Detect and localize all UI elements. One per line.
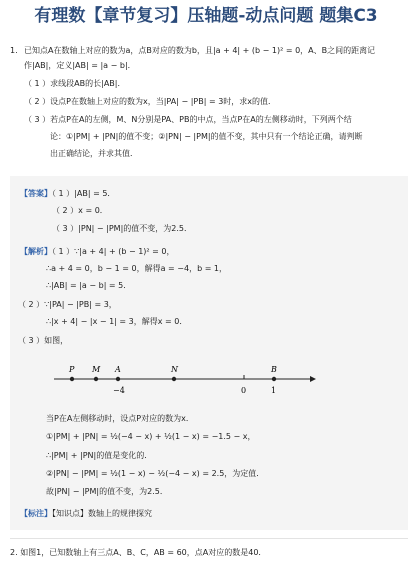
analysis-tag: 【解析】 [20,247,52,256]
point-n [172,377,176,381]
analysis-line-4: （ 2 ）∵|PA| − |PB| = 3， [18,300,117,309]
note-tag: 【标注】 [20,509,52,518]
point-a [116,377,120,381]
analysis-line-5: ∴|x + 4| − |x − 1| = 3，解得x = 0． [46,317,188,326]
question-2-text: 如图1，已知数轴上有三点A、B、C，AB = 60，点A对应的数是40． [20,548,267,557]
label-a: A [115,365,121,374]
number-line-arrow [310,376,316,382]
sub-question-3-line-2: 论：①|PM| + |PN|的值不变；②|PN| − |PM|的值不变，其中只有一个结论正确，请判断 [50,132,363,141]
label-b: B [271,365,277,374]
answer-3: （ 3 ）|PN| − |PM|的值不变，为2.5． [52,224,193,233]
analysis-line-1: （ 1 ）∵|a + 4| + (b − 1)² = 0， [52,247,175,256]
analysis-line-8: ①|PM| + |PN| = ½(−4 − x) + ½(1 − x) = −1.5 − x， [46,432,256,441]
point-p [70,377,74,381]
note-text: 【知识点】数轴上的规律探究 [52,509,152,518]
analysis-line-7: 当P在A左侧移动时，设点P对应的数为x． [46,414,194,423]
page-title: 有理数【章节复习】压轴题-动点问题 题集C3 [34,6,378,26]
analysis-line-9: ∴|PM| + |PN|的值是变化的． [46,451,153,460]
analysis-line-2: ∴a + 4 = 0，b − 1 = 0，解得a = −4，b = 1， [46,264,228,273]
question-stem-line-2: 作|AB|，定义|AB| = |a − b|． [24,61,136,70]
label-n: N [171,365,178,374]
point-m [94,377,98,381]
section-divider [10,538,408,539]
question-2 [10,548,266,558]
answer-panel [10,176,408,530]
tick-label-one: 1 [271,386,277,395]
answer-2: （ 2 ）x = 0． [52,206,108,215]
analysis-line-11: 故|PN| − |PM|的值不变，为2.5． [46,487,168,496]
analysis-line-3: ∴|AB| = |a − b| = 5． [46,281,132,290]
label-p: P [69,365,75,374]
sub-question-1: （ 1 ）求线段AB的长|AB|． [24,79,126,88]
answer-1: （ 1 ）|AB| = 5． [52,189,116,198]
number-line-figure [10,359,408,409]
point-b [272,377,276,381]
question-number: 1. [10,46,18,55]
question-stem-line-1: 已知点A在数轴上对应的数为a，点B对应的数为b，且|a + 4| + (b − 1)² = 0，A、B之间的距离记 [24,46,376,55]
analysis-line-10: ②|PN| − |PM| = ½(1 − x) − ½(−4 − x) = 2.5，为定值． [46,469,265,478]
sub-question-3-line-1: （ 3 ）若点P在A的左侧，M、N分别是PA、PB的中点，当点P在A的左侧移动时，下列两个结 [24,115,352,124]
answer-tag: 【答案】 [20,189,52,198]
tick-label-minus-4: −4 [113,386,125,395]
label-m: M [92,365,101,374]
sub-question-3-line-3: 出正确结论，并求其值． [50,149,138,158]
tick-label-zero: 0 [241,386,247,395]
analysis-line-6: （ 3 ）如图， [18,336,69,345]
sub-question-2: （ 2 ）设点P在数轴上对应的数为x，当|PA| − |PB| = 3时，求x的值． [24,97,277,106]
question-2-number: 2. [10,548,18,557]
